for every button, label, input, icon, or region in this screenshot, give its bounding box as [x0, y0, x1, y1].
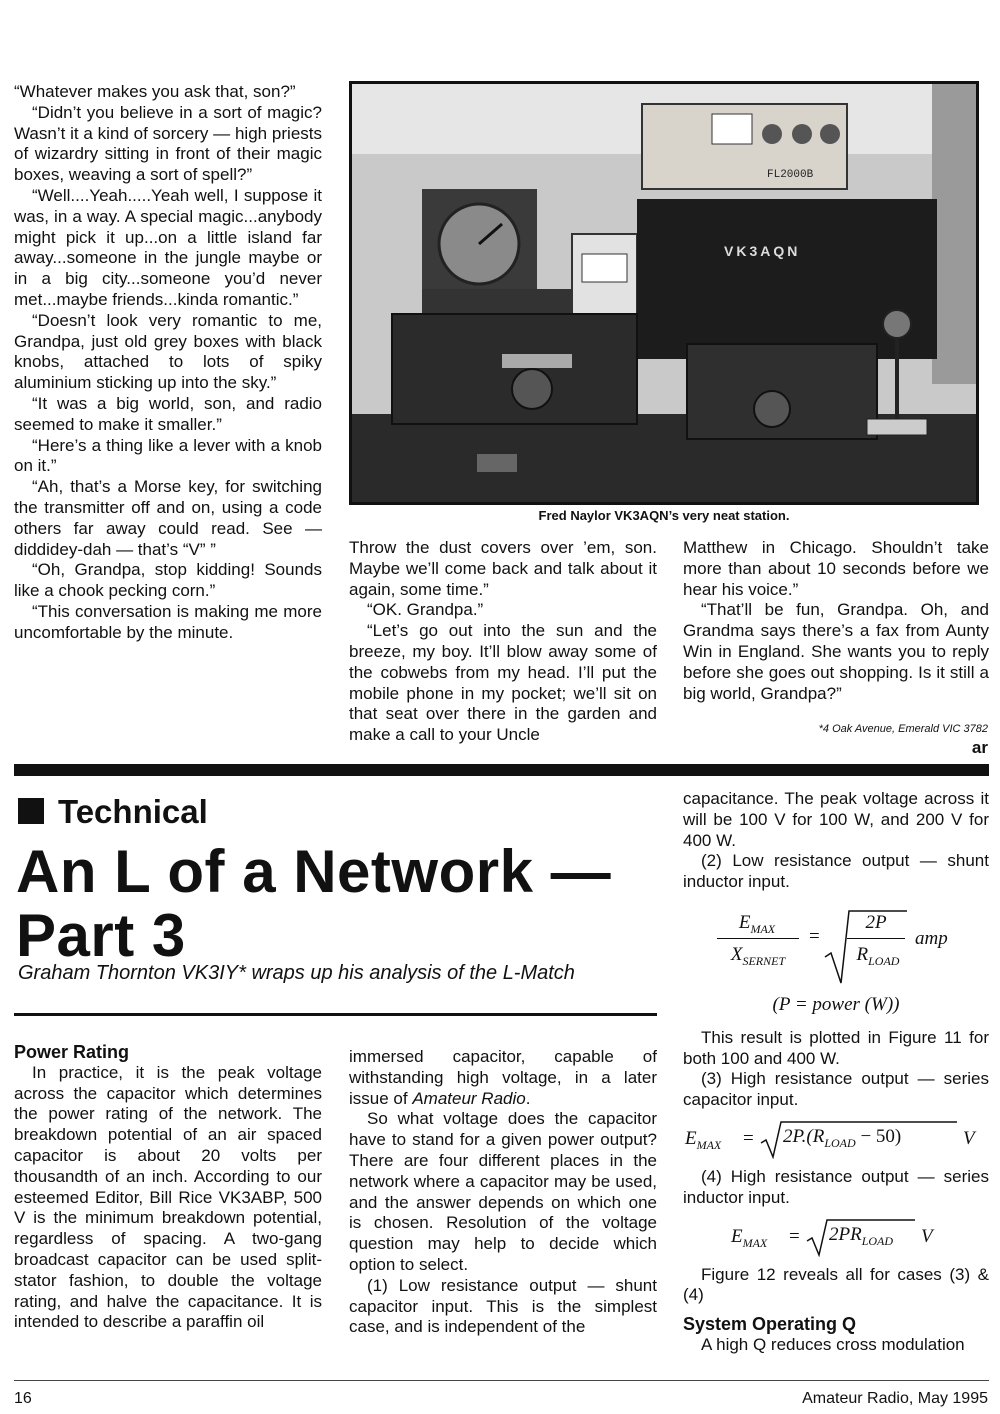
eq2-equals: = [809, 925, 820, 947]
story-paragraph: Throw the dust covers over ’em, son. Maybe we’ll come back and talk about it again, some time.” [349, 538, 657, 599]
article-paragraph: So what voltage does the capacitor have to stand for a given power output? There are four different places in the network where a capacitor may be used, and the answer depends on which one is chosen. Resolution of the voltage question may help to decide which option to select. [349, 1109, 657, 1274]
eq2-denominator: $X_{SERNET}$ [730, 943, 786, 968]
equation-series-inductor [683, 1217, 989, 1259]
eq3-lhs: $E_{MAX}$ [685, 1127, 722, 1152]
article-paragraph: In practice, it is the peak voltage across the capacitor which determines the power rating of the network. The breakdown potential of an air spaced capacitor is about 20 volts per thousandth of an inch. According to our esteemed Editor, Bill Rice VK3ABP, 500 V is the minimum breakdown potential, regardless of spacing. A two-gang broadcast capacitor can be used split-stator fashion, to double the voltage rating, and halve the capacitance. It is intended to describe a paraffin oil [14, 1062, 322, 1332]
magazine-name: Amateur Radio [412, 1088, 526, 1108]
eq2-fraction-bar [717, 938, 799, 940]
eq4-radicand: $2PR_{LOAD}$ [829, 1223, 894, 1248]
article-paragraph: Figure 12 reveals all for cases (3) & (4) [683, 1264, 989, 1305]
story-paragraph: “Here’s a thing like a lever with a knob on it.” [14, 435, 322, 476]
station-photo [349, 81, 979, 505]
article-title-line1: An L of a Network — [16, 838, 612, 905]
eq2-numerator: $E_{MAX}$ [738, 911, 776, 936]
eq4-equals: = [789, 1225, 800, 1247]
eq2-rad-denominator: $R_{LOAD}$ [856, 943, 900, 968]
eq2-unit: amp [915, 927, 948, 949]
eq4-unit: V [921, 1225, 933, 1247]
section-tag [18, 793, 208, 831]
article-column-left [14, 1042, 322, 1333]
article-text: immersed capacitor, capable of withstanding high voltage, in a later issue of [349, 1047, 657, 1108]
page-number: 16 [14, 1390, 32, 1407]
article-paragraph: (4) High resistance output — series inductor input. [683, 1166, 989, 1207]
story-paragraph: “Oh, Grandpa, stop kidding! Sounds like a chook pecking corn.” [14, 560, 322, 601]
story-paragraph: Matthew in Chicago. Shouldn’t take more than about 10 seconds before we hear his voice.” [683, 538, 989, 599]
story-paragraph: “OK. Grandpa.” [367, 600, 484, 620]
story-paragraph: “Whatever makes you ask that, son?” [14, 82, 296, 101]
article-column-middle [349, 1047, 657, 1338]
square-bullet-icon [18, 798, 44, 824]
power-rating-heading: Power Rating [14, 1042, 130, 1062]
story-column-middle [349, 538, 657, 746]
amp-label: FL2000B [767, 169, 814, 181]
end-mark: ar [971, 738, 988, 757]
eq2-rad-numerator: 2P [865, 911, 887, 933]
system-q-heading: System Operating Q [683, 1314, 857, 1335]
author-address: *4 Oak Avenue, Emerald VIC 3782 [818, 723, 988, 735]
story-paragraph: “Doesn’t look very romantic to me, Grandpa, just old grey boxes with black knobs, attached to lots of spiky aluminium sticking up into the sky.” [14, 310, 322, 393]
article-paragraph: immersed capacitor, capable of withstanding high voltage, in a later issue of Amateur Radio. [349, 1047, 657, 1108]
header-rule [14, 1013, 657, 1016]
publication-line: Amateur Radio, May 1995 [802, 1390, 988, 1407]
story-paragraph: “Let’s go out into the sun and the breeze, my boy. It’ll blow away some of the cobwebs from my head. I’ll put the mobile phone in my pocket; we’ll sit on that seat over there in the garden and make a call to your Uncle [349, 621, 657, 745]
section-divider [14, 764, 989, 776]
article-title [16, 840, 656, 968]
story-column-left [14, 82, 322, 644]
article-column-right [683, 789, 989, 1356]
equation-shunt-inductor [683, 907, 989, 989]
article-title-line2: Part 3 [16, 902, 186, 969]
story-paragraph: “That’ll be fun, Grandpa. Oh, and Grandma says there’s a fax from Aunty Win in England. She wants you to reply before she goes out shopping. Is it still a big world, Grandpa?” [683, 600, 989, 703]
station-photo-illustration [352, 84, 976, 502]
story-column-right [683, 538, 989, 704]
story-paragraph: “Well....Yeah.....Yeah well, I suppose it was, in a way. A special magic...anybody might pick it up...on a little island far away...someone in the jungle maybe or in a big city...someone you’d never met...maybe friends...kinda romantic.” [14, 185, 322, 309]
article-standfirst: Graham Thornton VK3IY* wraps up his analysis of the L-Match [18, 962, 575, 984]
story-paragraph: “Ah, that’s a Morse key, for switching the transmitter off and on, using a code others far away could read. See — diddidey-dah — that’s “V” ” [14, 477, 322, 559]
photo-callsign: VK3AQN [724, 243, 801, 259]
story-paragraph: “This conversation is making me more uncomfortable by the minute. [14, 601, 322, 642]
footer-rule [14, 1380, 989, 1381]
article-paragraph: A high Q reduces cross modulation [701, 1334, 965, 1354]
article-paragraph: (2) Low resistance output — shunt inductor input. [683, 851, 989, 892]
eq3-unit: V [963, 1127, 975, 1149]
article-paragraph: capacitance. The peak voltage across it will be 100 V for 100 W, and 200 V for 400 W. [683, 789, 989, 850]
article-paragraph: This result is plotted in Figure 11 for both 100 and 400 W. [683, 1027, 989, 1068]
section-label: Technical [58, 793, 208, 830]
eq4-lhs: $E_{MAX}$ [731, 1225, 768, 1250]
photo-caption: Fred Naylor VK3AQN’s very neat station. [538, 508, 790, 523]
article-paragraph: (1) Low resistance output — shunt capacitor input. This is the simplest case, and is independent of the [349, 1275, 657, 1337]
article-paragraph: (3) High resistance output — series capacitor input. [683, 1069, 989, 1110]
story-paragraph: “It was a big world, son, and radio seemed to make it smaller.” [14, 393, 322, 434]
equation-series-capacitor [683, 1119, 989, 1161]
eq3-equals: = [743, 1127, 754, 1149]
eq2-rad-bar [847, 938, 905, 940]
eq3-radicand: $2P.(R_{LOAD} - 50)$ [783, 1125, 902, 1150]
eq2-note: (P = power (W)) [772, 993, 900, 1015]
story-paragraph: “Didn’t you believe in a sort of magic? Wasn’t it a kind of sorcery — high priests of wizardry sitting in front of their magic boxes, weaving a sort of spell?” [14, 102, 322, 185]
